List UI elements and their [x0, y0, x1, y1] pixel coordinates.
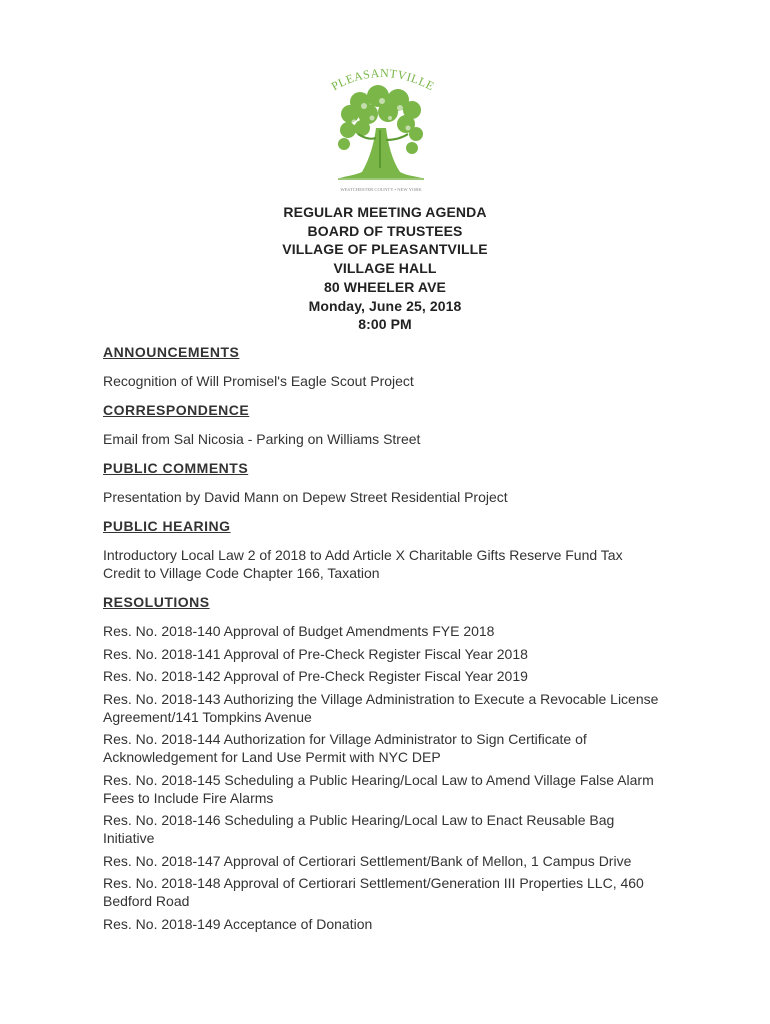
venue-name: VILLAGE HALL	[333, 260, 437, 277]
meeting-date: Monday, June 25, 2018	[308, 297, 462, 314]
resolution-item: Res. No. 2018-145 Scheduling a Public Hearing/Local Law to Amend Village False Alarm Fees to Include Fire Alarms	[103, 771, 654, 806]
venue-address: 80 WHEELER AVE	[324, 278, 446, 295]
public-hearing-item: Introductory Local Law 2 of 2018 to Add Article X Charitable Gifts Reserve Fund Tax Credit to Village Code Chapter 166, Taxation	[103, 547, 623, 581]
agenda-header	[0, 203, 770, 334]
public-comment-item: Presentation by David Mann on Depew Street Residential Project	[103, 489, 508, 505]
svg-text:WESTCHESTER COUNTY • NEW YORK: WESTCHESTER COUNTY • NEW YORK	[340, 187, 422, 192]
resolution-item: Res. No. 2018-147 Approval of Certiorari Settlement/Bank of Mellon, 1 Campus Drive	[103, 852, 632, 869]
section-heading-resolutions: RESOLUTIONS	[103, 594, 210, 610]
village-seal-logo	[320, 68, 442, 196]
section-heading-public-hearing: PUBLIC HEARING	[103, 518, 231, 534]
resolution-item: Res. No. 2018-149 Acceptance of Donation	[103, 915, 373, 932]
board-name: BOARD OF TRUSTEES	[307, 222, 463, 239]
resolution-item: Res. No. 2018-144 Authorization for Village Administrator to Sign Certificate of Acknowledgement for Land Use Permit with NYC DEP	[103, 731, 587, 765]
svg-text:PLEASANTVILLE: PLEASANTVILLE	[328, 68, 437, 94]
section-heading-correspondence: CORRESPONDENCE	[103, 402, 250, 418]
village-name: VILLAGE OF PLEASANTVILLE	[282, 241, 488, 258]
section-heading-announcements: ANNOUNCEMENTS	[103, 344, 240, 360]
resolutions-list	[103, 622, 663, 933]
resolution-item: Res. No. 2018-143 Authorizing the Village Administration to Execute a Revocable License Agreement/141 Tompkins Avenue	[103, 690, 659, 725]
correspondence-item: Email from Sal Nicosia - Parking on Williams Street	[103, 431, 421, 447]
agenda-body	[103, 343, 663, 937]
meeting-time: 8:00 PM	[358, 316, 412, 333]
resolution-item: Res. No. 2018-148 Approval of Certiorari Settlement/Generation III Properties LLC, 460 Bedford Road	[103, 875, 644, 909]
section-heading-public-comments: PUBLIC COMMENTS	[103, 460, 249, 476]
meeting-title: REGULAR MEETING AGENDA	[283, 204, 487, 220]
resolution-item: Res. No. 2018-146 Scheduling a Public Hearing/Local Law to Enact Reusable Bag Initiative	[103, 812, 615, 846]
resolution-item: Res. No. 2018-142 Approval of Pre-Check Register Fiscal Year 2019	[103, 668, 528, 684]
announcement-item: Recognition of Will Promisel's Eagle Scout Project	[103, 373, 414, 389]
resolution-item: Res. No. 2018-141 Approval of Pre-Check Register Fiscal Year 2018	[103, 645, 528, 662]
resolution-item: Res. No. 2018-140 Approval of Budget Amendments FYE 2018	[103, 623, 495, 639]
